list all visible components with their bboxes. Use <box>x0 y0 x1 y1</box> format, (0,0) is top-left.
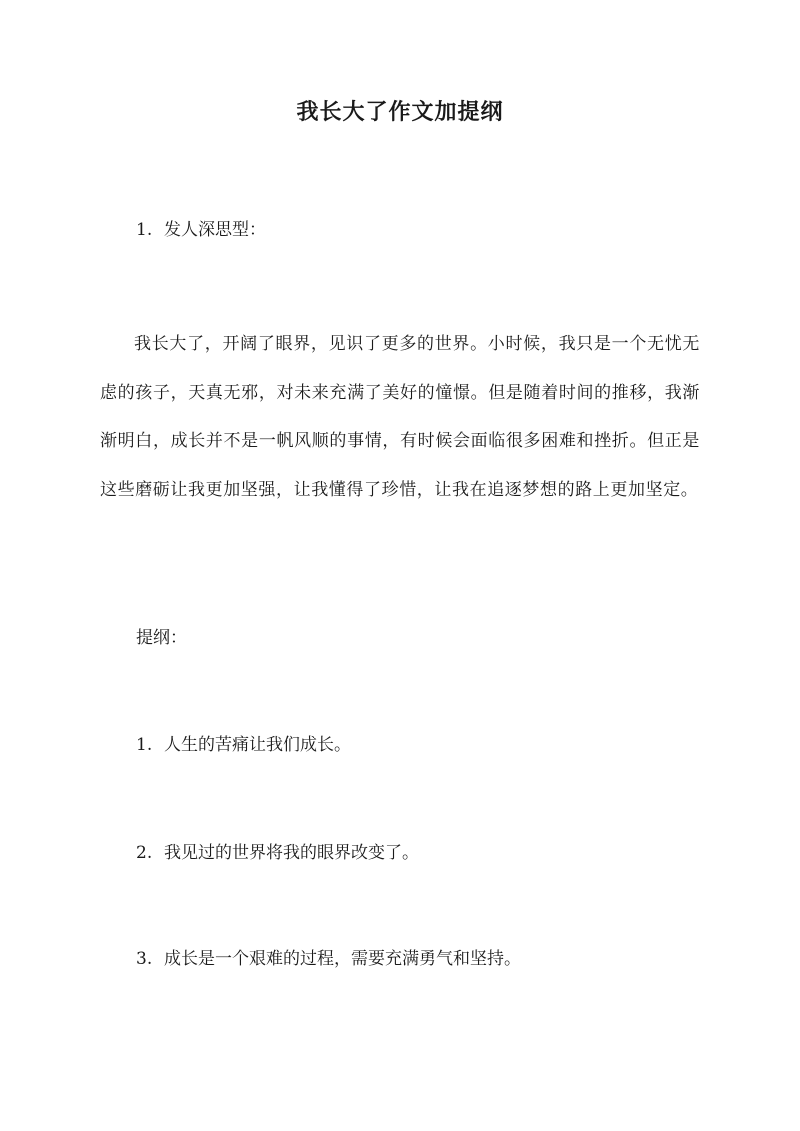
outline-item-number: 2. <box>136 843 153 863</box>
outline-item-text: 人生的苦痛让我们成长。 <box>164 735 351 755</box>
intro-heading-number: 1. <box>136 220 153 240</box>
outline-item-1 <box>136 730 351 760</box>
document-title: 我长大了作文加提纲 <box>296 99 504 125</box>
outline-item-text: 我见过的世界将我的眼界改变了。 <box>164 843 419 863</box>
intro-heading-text: 发人深思型： <box>164 220 266 240</box>
outline-item-number: 3. <box>136 949 153 969</box>
outline-item-3 <box>136 944 521 974</box>
outline-item-2 <box>136 838 419 868</box>
outline-item-text: 成长是一个艰难的过程，需要充满勇气和坚持。 <box>164 949 521 969</box>
outline-item-number: 1. <box>136 735 153 755</box>
outline-heading: 提纲： <box>136 628 187 648</box>
body-paragraph: 我长大了，开阔了眼界，见识了更多的世界。小时候，我只是一个无忧无虑的孩子，天真无邪，对未来充满了美好的憧憬。但是随着时间的推移，我渐渐明白，成长并不是一帆风顺的事情，有时候会面临很多困难和挫折。但正是这些磨砺让我更加坚强，让我懂得了珍惜，让我在追逐梦想的路上更加坚定。 <box>100 334 700 500</box>
intro-heading <box>136 215 266 245</box>
